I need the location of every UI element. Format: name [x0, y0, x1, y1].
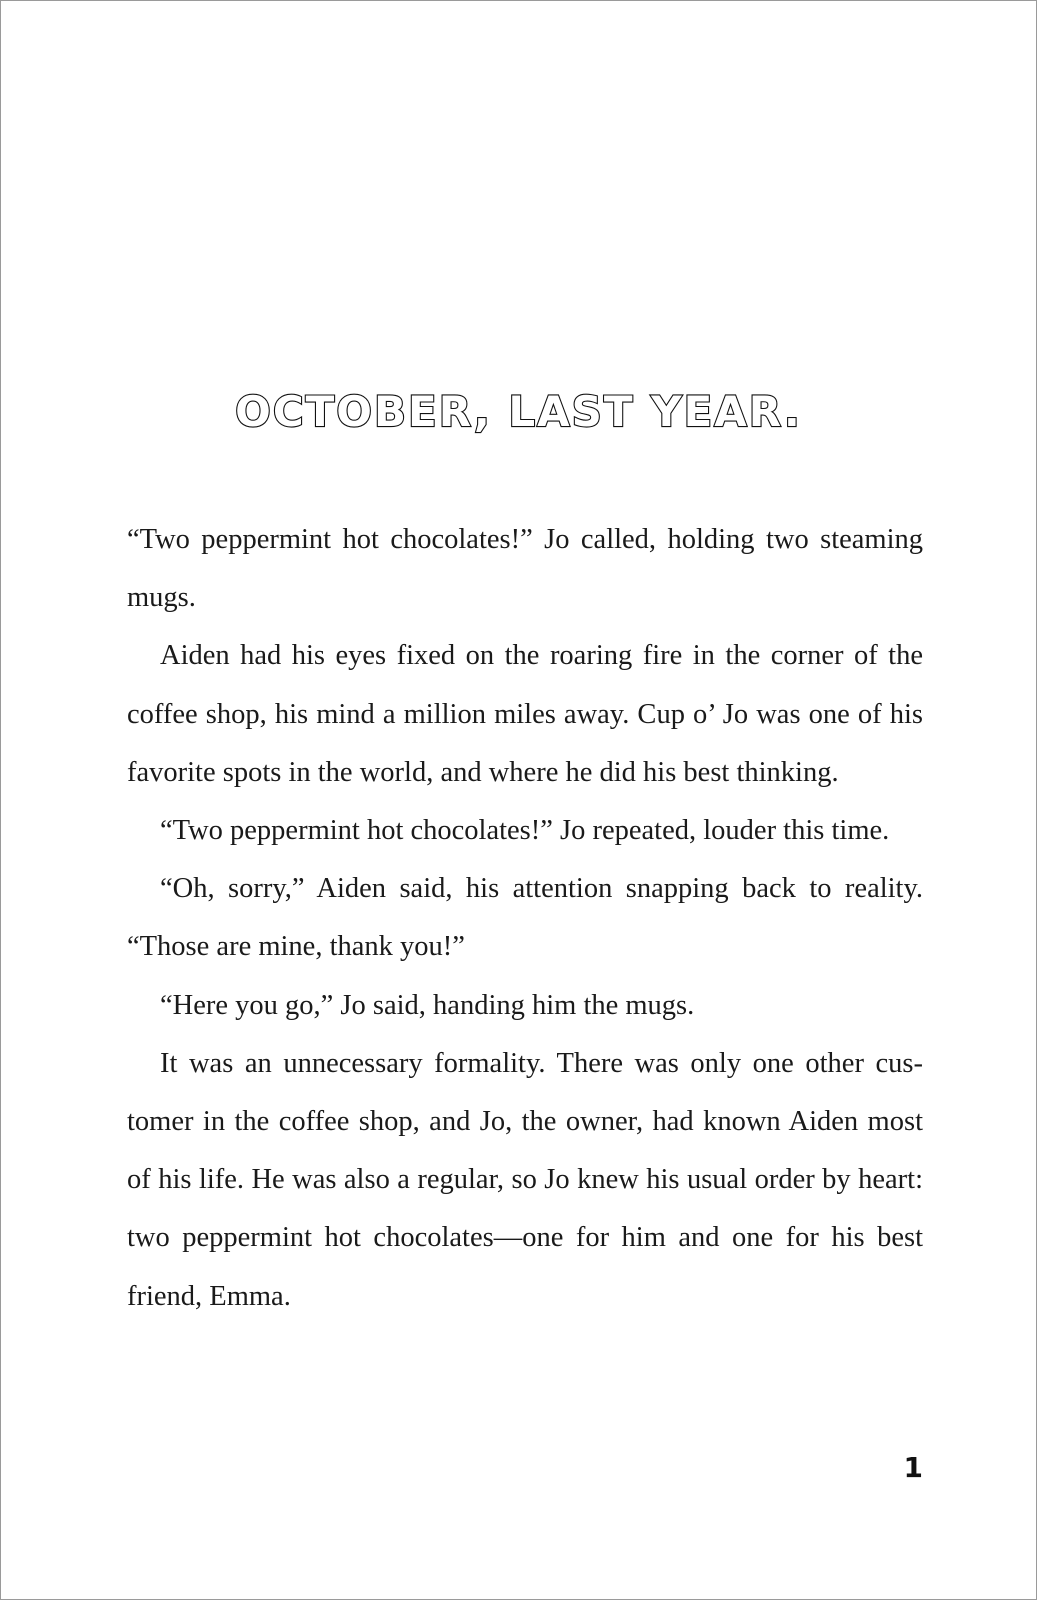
body-text — [127, 511, 923, 1326]
paragraph: Aiden had his eyes fixed on the roaring fire in the corner of the coffee shop, his mind a million miles away. Cup o’ Jo was one of his favorite spots in the world, and where he did his best thinking. — [127, 640, 923, 788]
paragraph: “Here you go,” Jo said, handing him the mugs. — [160, 989, 695, 1021]
paragraph: “Two peppermint hot chocolates!” Jo called, holding two steaming mugs. — [127, 524, 923, 614]
page-number: 1 — [903, 1451, 923, 1484]
chapter-title: OCTOBER, LAST YEAR. — [235, 387, 802, 436]
paragraph: “Two peppermint hot chocolates!” Jo repeated, louder this time. — [160, 815, 890, 847]
paragraph: It was an unnecessary formality. There was only one other customer in the coffee shop, and Jo, the owner, had known Aiden most of his life. He was also a regular, so Jo knew his usual order by heart: two peppermint hot chocolates—one for him and one for his best friend, Emma. — [127, 1047, 923, 1312]
paragraph: “Oh, sorry,” Aiden said, his attention snapping back to reality. “Those are mine, thank you!” — [127, 873, 923, 963]
